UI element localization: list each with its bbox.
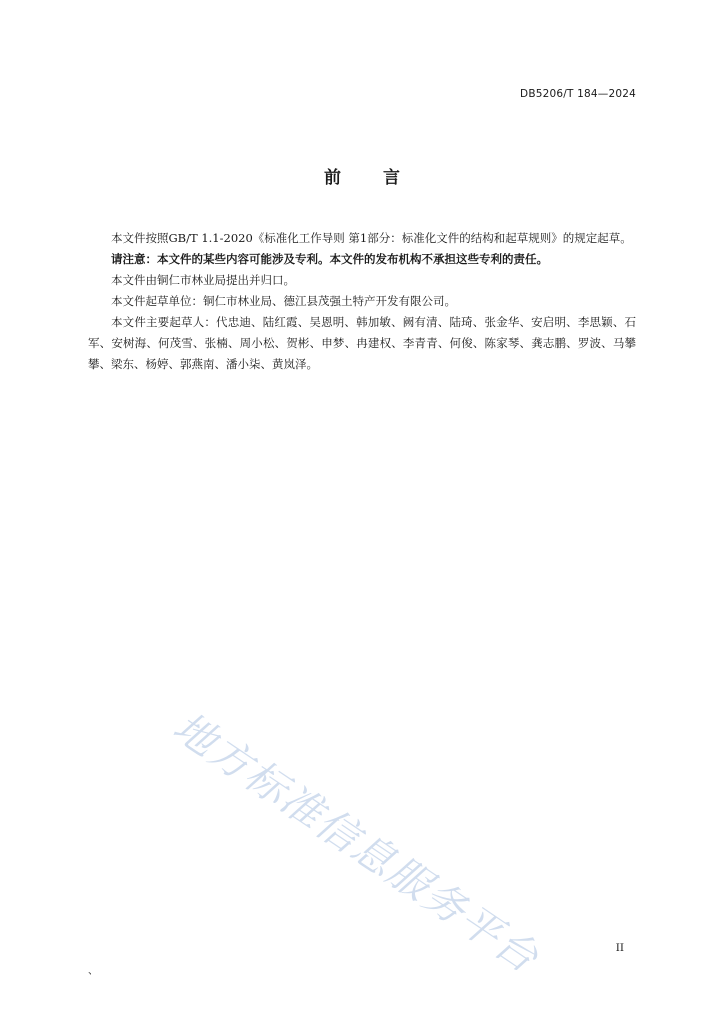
preface-body (88, 228, 636, 375)
page-number: II (615, 942, 624, 954)
title-char-2: 言 (383, 168, 400, 188)
paragraph-drafting-units: 本文件起草单位：铜仁市林业局、德江县茂强土特产开发有限公司。 (111, 294, 456, 308)
page-title (0, 163, 724, 188)
paragraph-drafting-rules: 本文件按照GB/T 1.1-2020《标准化工作导则 第1部分：标准化文件的结构和起草规则》的规定起草。 (111, 231, 632, 245)
paragraph-proposer: 本文件由铜仁市林业局提出并归口。 (111, 273, 295, 287)
title-char-1: 前 (324, 168, 341, 188)
watermark: 地方标准信息服务平台 (164, 702, 548, 983)
paragraph-patent-notice: 请注意：本文件的某些内容可能涉及专利。本文件的发布机构不承担这些专利的责任。 (111, 252, 548, 266)
document-code: DB5206/T 184—2024 (520, 88, 636, 100)
paragraph-drafters: 本文件主要起草人：代忠迪、陆红霞、吴恩明、韩加敏、阙有清、陆琦、张金华、安启明、李思颖、石军、安树海、何茂雪、张楠、周小松、贺彬、申梦、冉建权、李青青、何俊、陈家琴、龚志鹏、罗波、马攀攀、梁东、杨婷、郭燕南、潘小柒、黄岚泽。 (88, 315, 636, 371)
corner-mark: 、 (88, 966, 98, 977)
